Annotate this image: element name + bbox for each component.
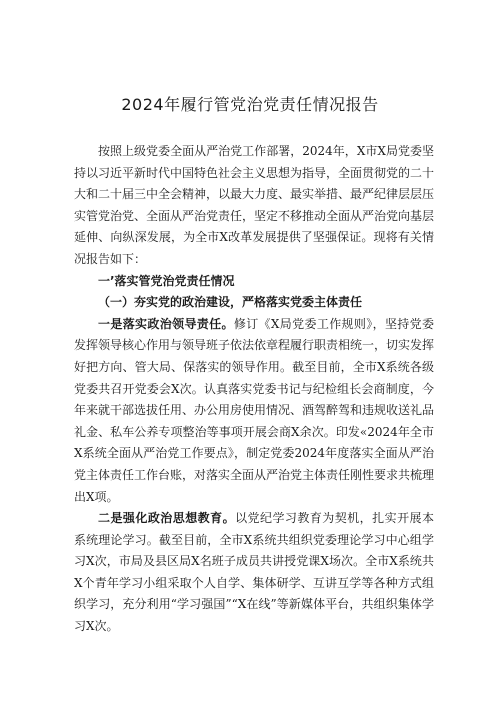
paragraph-1-lead: 一是落实政治领导责任。 [98, 316, 234, 331]
intro-paragraph: 按照上级党委全面从严治党工作部署，2024年，X市X局党委坚持以习近平新时代中国特色社会主义思想为指导，全面贯彻党的二十大和二十届三中全会精神，以最大力度、最实举措、最严纪律层层压实管党治党、全面从严治党责任，坚定不移推动全面从严治党向基层延伸、向纵深发展，为全市X改革发展提供了坚强保证。现将有关情况报告如下： [74, 144, 435, 266]
paragraph-2 [74, 508, 434, 638]
paragraph-1-body: 修订《X局党委工作规则》，坚持党委发挥领导核心作用与领导班子依法依章程履行职责相统一，切实发挥好把方向、管大局、保落实的领导作用。截至目前，全市X系统各级党委共召开党委会X次。认真落实党委书记与纪检组长会商制度，今年来就干部选拔任用、办公用房使用情况、酒驾醉驾和违规收送礼品礼金、私车公养专项整治等事项开展会商X余次。印发«2024年全市X系统全面从严治党工作要点》，制定党委2024年度落实全面从严治党主体责任工作台账，对落实全面从严治党主体责任刚性要求共梳理出X项。 [74, 316, 435, 504]
paragraph-2-lead: 二是强化政治思想教育。 [98, 511, 236, 526]
document-title: 2024年履行管党治党责任情况报告 [121, 95, 379, 114]
paragraph-2-body: 以党纪学习教育为契机，扎实开展本系统理论学习。截至目前，全市X系统共组织党委理论学习中心组学习X次，市局及县区局X名班子成员共讲授党课X场次。全市X系统共X个青年学习小组采取个人自学、集体研学、互讲互学等各种方式组织学习，充分利用“学习强国”“X在线”等新媒体平台，共组织集体学习X次。 [74, 511, 434, 634]
section-heading-1: 一’落实管党治党责任情况 [98, 273, 235, 288]
paragraph-1 [74, 314, 434, 508]
subsection-heading-1: （一）夯实党的政治建设，严格落实党委主体责任 [98, 295, 363, 310]
document-body [74, 141, 434, 638]
